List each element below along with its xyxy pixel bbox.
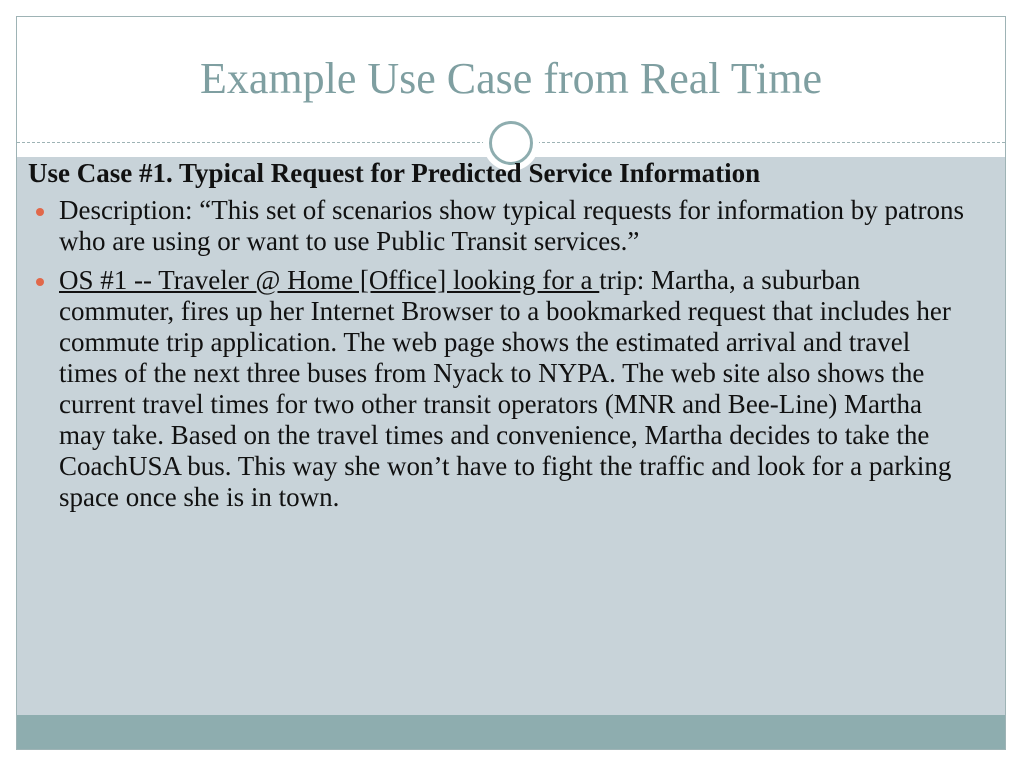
bullet-item-description — [28, 195, 968, 257]
bullet-item-scenario — [28, 265, 968, 513]
slide-title: Example Use Case from Real Time — [199, 54, 822, 103]
slide-body — [28, 158, 968, 521]
footer-band — [17, 715, 1005, 750]
bullet-dot-icon — [36, 278, 44, 286]
bullet-text: Description: “This set of scenarios show typical requests for information by patrons who are using or want to use Public Transit services.” — [59, 195, 965, 256]
bullet-dot-icon — [36, 208, 44, 216]
scenario-title: OS #1 -- Traveler @ Home [Office] looking for a — [59, 265, 600, 295]
use-case-heading: Use Case #1. Typical Request for Predicted Service Information — [28, 158, 761, 188]
bullet-text: trip: Martha, a suburban commuter, fires up her Internet Browser to a bookmarked request that includes her commute trip application. The web page shows the estimated arrival and travel times of the next three buses from Nyack to NYPA. The web site also shows the current travel times for two other transit operators (MNR and Bee-Line) Martha may take. Based on the travel times and convenience, Martha decides to take the CoachUSA bus. This way she won’t have to fight the traffic and look for a parking space once she is in town. — [59, 265, 952, 512]
